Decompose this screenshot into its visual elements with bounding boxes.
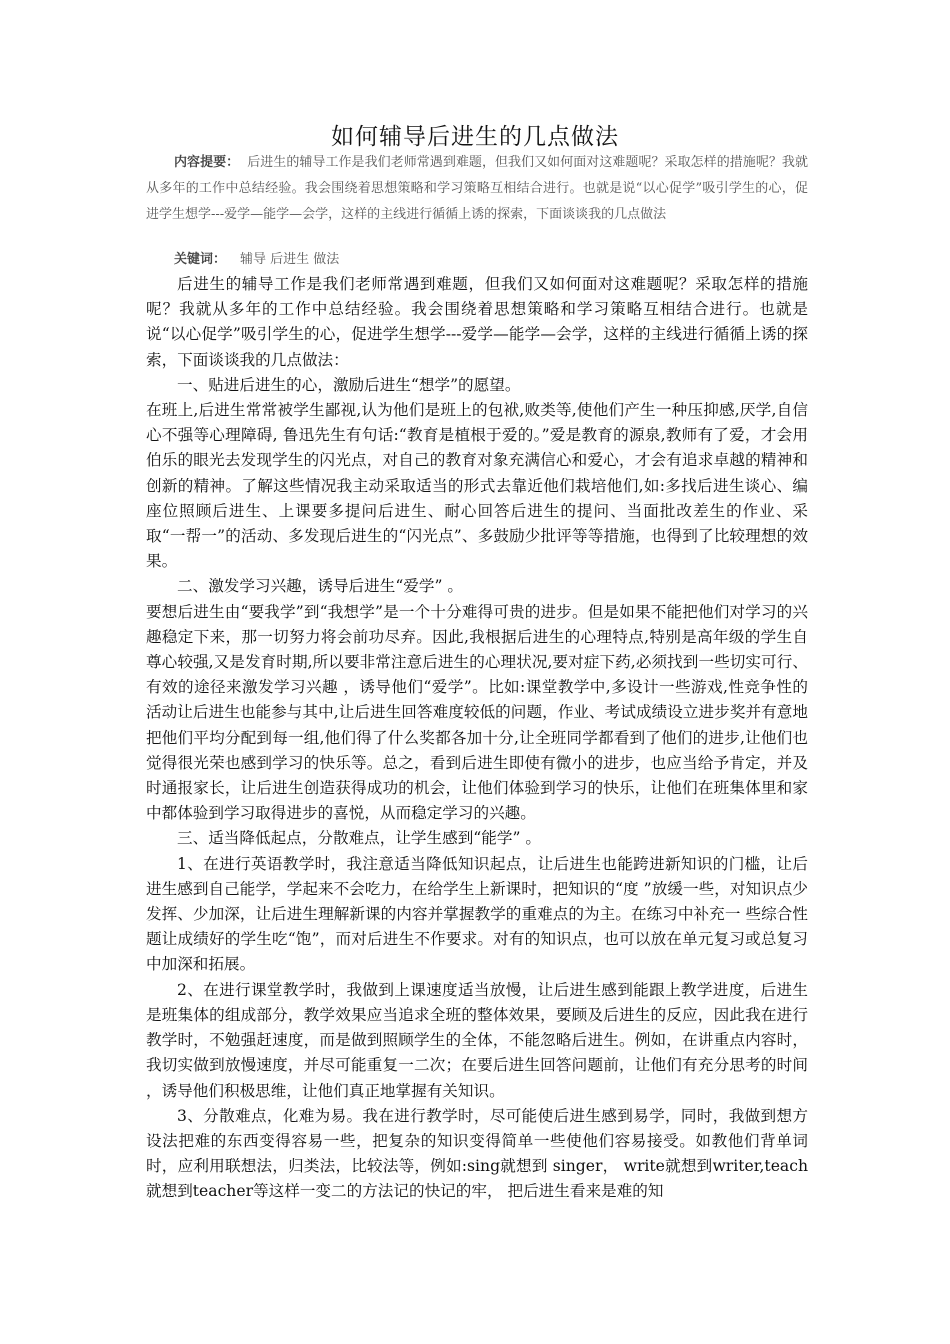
abstract-text: 后进生的辅导工作是我们老师常遇到难题，但我们又如何面对这难题呢？采取怎样的措施呢？我就从多年的工作中总结经验。我会围绕着思想策略和学习策略互相结合进行。也就是说“以心促学”吸引学生的心，促进学生想学---爱学—能学—会学，这样的主线进行循循上诱的探索，下面谈谈我的几点做法 <box>146 155 808 222</box>
section-heading-2: 二、激发学习兴趣，诱导后进生“爱学” 。 <box>177 577 463 596</box>
keywords-label: 关键词： <box>174 252 227 267</box>
paragraph-section-2: 要想后进生由“要我学”到“我想学”是一个十分难得可贵的进步。但是如果不能把他们对学习的兴趣稳定下来，那一切努力将会前功尽弃。因此,我根据后进生的心理特点,特别是高年级的学生自尊心较强,又是发育时期,所以要非常注意后进生的心理状况,要对症下药,必须找到一些切实可行、有效的途径来激发学习兴趣 ，诱导他们“爱学”。比如:课堂教学中,多设计一些游戏,性竞争性的 活动让后进生也能参与其中,让后进生回答难度较低的问题，作业、考试成绩设立进步奖并有意地把他们平均分配到每一组,他们得了什么奖都各加十分,让全班同学都看到了他们的进步,让他们也觉得很光荣也感到学习的快乐等。总之，看到后进生即使有微小的进步，也应当给予肯定，并及时通报家长，让后进生创造获得成功的机会，让他们体验到学习的快乐，让他们在班集体里和家中都体验到学习取得进步的喜悦，从而稳定学习的兴趣。 <box>146 602 808 823</box>
page-title: 如何辅导后进生的几点做法 <box>331 124 619 150</box>
section-heading-1: 一、贴进后进生的心，激励后进生“想学”的愿望。 <box>177 375 521 394</box>
paragraph-point-3: 3、分散难点，化难为易。我在进行教学时，尽可能使后进生感到易学，同时，我做到想方设法把难的东西变得容易一些，把复杂的知识变得简单一些使他们容易接受。如教他们背单词时，应利用联想法，归类法，比较法等，例如:sing就想到 singer， write就想到writer,teach就想到teacher等这样一变二的方法记的快记的牢， 把后进生看来是难的知 <box>146 1106 808 1201</box>
paragraph-point-1: 1、在进行英语教学时，我注意适当降低知识起点，让后进生也能跨进新知识的门槛，让后进生感到自己能学，学起来不会吃力，在给学生上新课时，把知识的“度 ”放缓一些，对知识点少发挥、少加深，让后进生理解新课的内容并掌握教学的重难点的为主。在练习中补充一 些综合性题让成绩好的学生吃“饱”，而对后进生不作要求。对有的知识点，也可以放在单元复习或总复习中加深和拓展。 <box>146 854 808 974</box>
paragraph-point-2: 2、在进行课堂教学时，我做到上课速度适当放慢，让后进生感到能跟上教学进度，后进生是班集体的组成部分，教学效果应当追求全班的整体效果，要顾及后进生的反应，因此我在进行教学时，不勉强赶速度，而是做到照顾学生的全体，不能忽略后进生。例如，在讲重点内容时，我切实做到放慢速度，并尽可能重复一二次；在要后进生回答问题前，让他们有充分思考的时间 ，诱导他们积极思维，让他们真正地掌握有关知识。 <box>146 980 808 1100</box>
keywords-text: 辅导 后进生 做法 <box>240 252 340 267</box>
keywords <box>174 248 339 267</box>
paragraph-intro: 后进生的辅导工作是我们老师常遇到难题，但我们又如何面对这难题呢？采取怎样的措施呢？我就从多年的工作中总结经验。我会围绕着思想策略和学习策略互相结合进行。也就是说“以心促学”吸引学生的心，促进学生想学---爱学—能学—会学，这样的主线进行循循上诱的探索，下面谈谈我的几点做法： <box>146 275 808 369</box>
paragraph-section-1: 在班上,后进生常常被学生鄙视,认为他们是班上的包袱,败类等,使他们产生一种压抑感,厌学,自信心不强等心理障碍, 鲁迅先生有句话:“教育是植根于爱的。”爱是教育的源泉,教师有了爱，才会用伯乐的眼光去发现学生的闪光点，对自己的教育对象充满信心和爱心，才会有追求卓越的精神和创新的精神。了解这些情况我主动采取适当的形式去靠近他们栽培他们,如:多找后进生谈心、编座位照顾后进生、上课要多提问后进生、耐心回答后进生的提问、当面批改差生的作业、采取“一帮一”的活动、多发现后进生的“闪光点”、多鼓励少批评等等措施，也得到了比较理想的效果。 <box>146 401 808 571</box>
section-heading-3: 三、适当降低起点，分散难点，让学生感到“能学” 。 <box>177 829 541 848</box>
body-text <box>146 272 808 1205</box>
abstract-label: 内容提要： <box>174 155 240 170</box>
abstract <box>146 150 808 228</box>
